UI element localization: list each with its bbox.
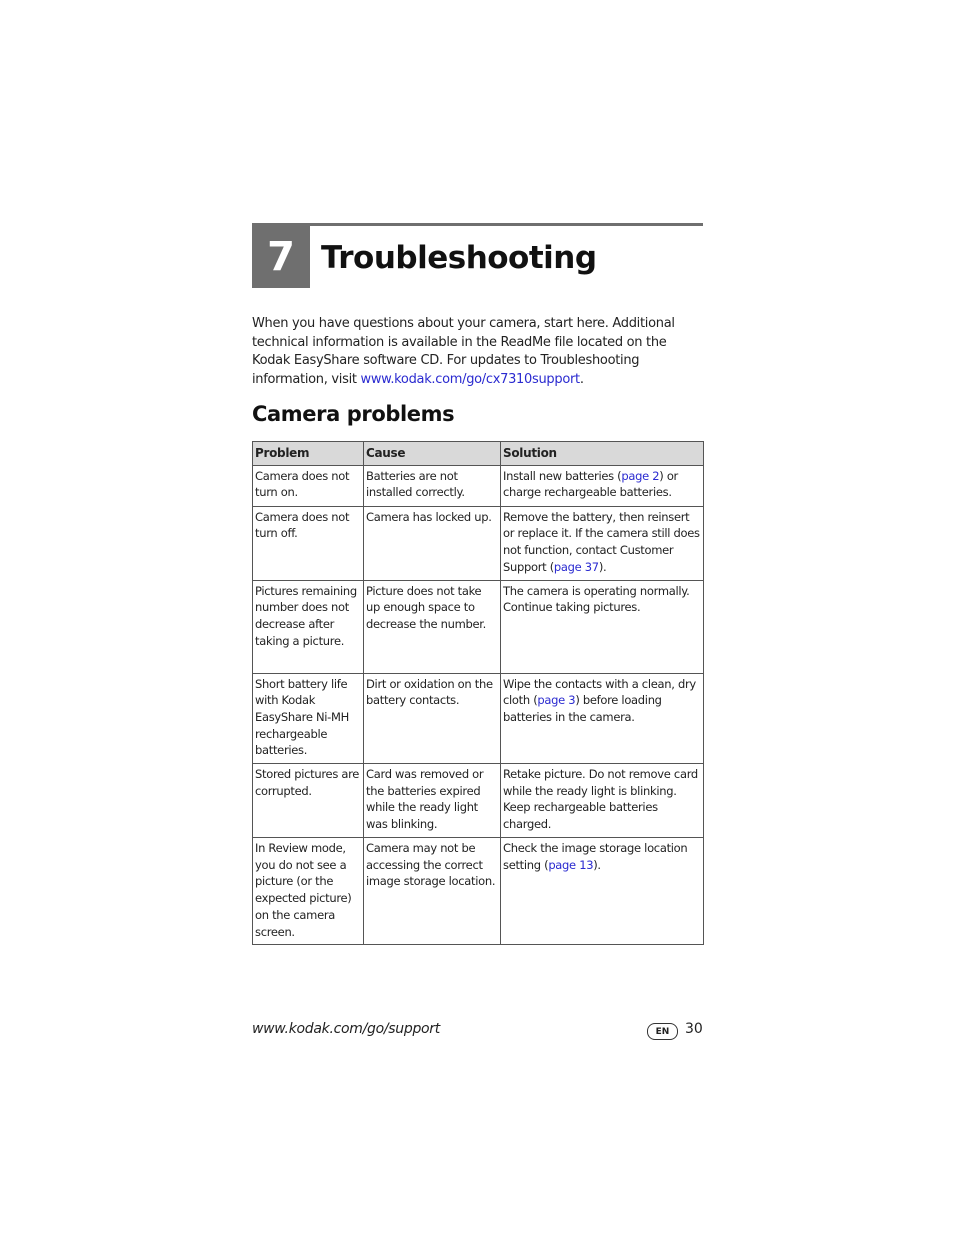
solution-cell: The camera is operating normally. Continue taking pictures. [501,580,704,673]
table-row [253,673,704,764]
page-link[interactable]: page 2 [621,468,660,483]
table-row [253,838,704,945]
intro-text: When you have questions about your camera, start here. Additional technical information is available in the ReadMe file located on the Kodak EasyShare software CD. For updates to Troubleshooting information, visit [252,316,675,387]
header-problem: Problem [253,442,364,466]
solution-cell: Check the image storage location setting (page 13). [501,838,704,945]
page-number: 30 [685,1021,703,1037]
problem-cell: Camera does not turn off. [253,506,364,580]
page-link[interactable]: page 37 [553,559,599,574]
cause-cell: Camera may not be accessing the correct image storage location. [364,838,501,945]
language-badge: EN [647,1023,678,1040]
chapter-title: Troubleshooting [321,240,597,276]
intro-paragraph [252,315,707,389]
problem-cell: In Review mode, you do not see a picture (or the expected picture) on the camera screen. [253,838,364,945]
table-header-row [253,442,704,466]
table-row [253,506,704,580]
cause-cell: Card was removed or the batteries expired while the ready light was blinking. [364,764,501,838]
table-row [253,764,704,838]
table-row [253,465,704,506]
table-row [253,580,704,673]
troubleshooting-table [252,441,704,945]
header-cause: Cause [364,442,501,466]
section-title: Camera problems [252,402,455,426]
header-solution: Solution [501,442,704,466]
support-link[interactable]: www.kodak.com/go/cx7310support [360,371,580,387]
solution-cell: Retake picture. Do not remove card while the ready light is blinking. Keep rechargeable batteries charged. [501,764,704,838]
cause-cell: Camera has locked up. [364,506,501,580]
page-link[interactable]: page 13 [548,857,594,872]
intro-end: . [579,371,584,387]
cause-cell: Dirt or oxidation on the battery contacts. [364,673,501,764]
chapter-header-rule [252,223,703,226]
cause-cell: Picture does not take up enough space to decrease the number. [364,580,501,673]
problem-cell: Pictures remaining number does not decrease after taking a picture. [253,580,364,673]
solution-cell: Wipe the contacts with a clean, dry cloth (page 3) before loading batteries in the camera. [501,673,704,764]
solution-cell: Install new batteries (page 2) or charge rechargeable batteries. [501,465,704,506]
cause-cell: Batteries are not installed correctly. [364,465,501,506]
footer-url: www.kodak.com/go/support [252,1021,440,1037]
page-link[interactable]: page 3 [537,693,576,708]
problem-cell: Short battery life with Kodak EasyShare Ni-MH rechargeable batteries. [253,673,364,764]
chapter-number: 7 [252,226,310,288]
solution-cell: Remove the battery, then reinsert or replace it. If the camera still does not function, contact Customer Support (page 37). [501,506,704,580]
problem-cell: Stored pictures are corrupted. [253,764,364,838]
problem-cell: Camera does not turn on. [253,465,364,506]
